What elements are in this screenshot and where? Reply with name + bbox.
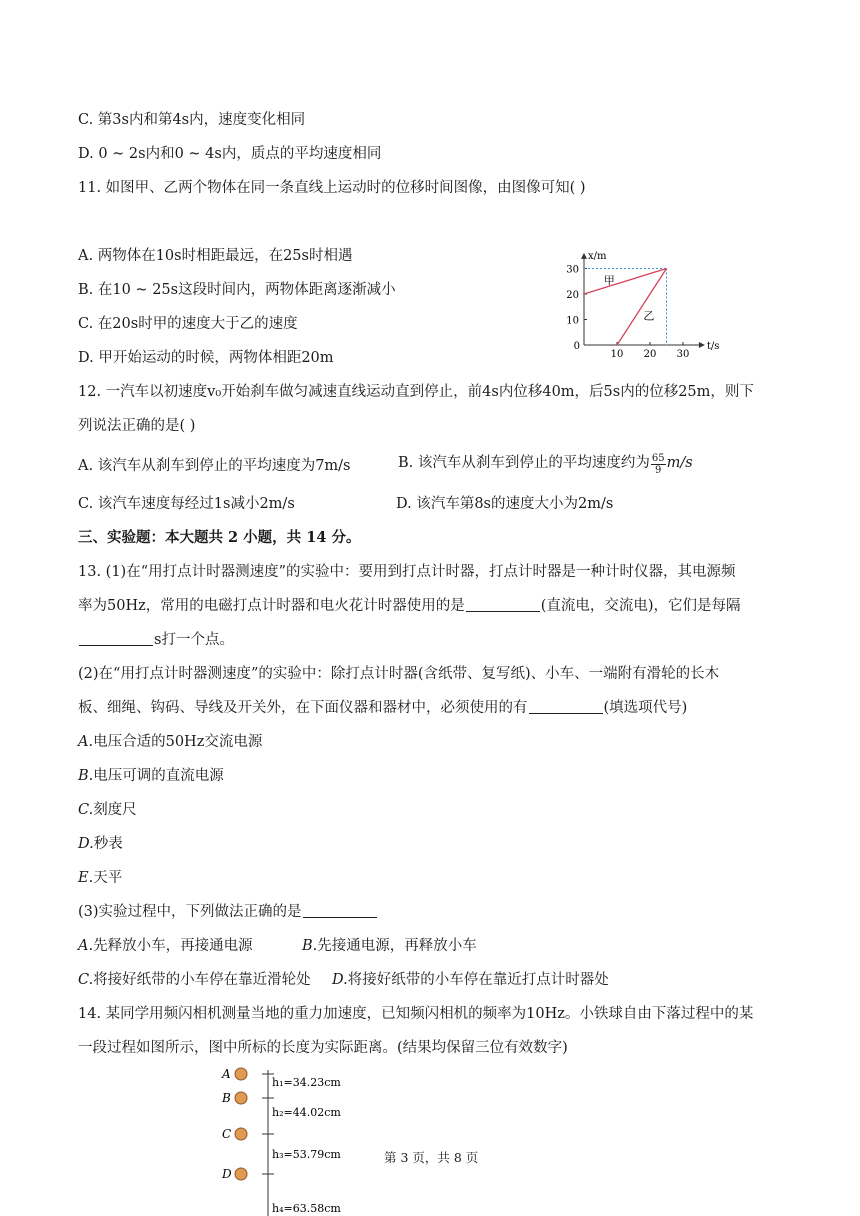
x-tick-label: 20 [643,349,657,360]
series-label-jia: 甲 [603,273,615,287]
x-axis-label: t/s [706,341,720,352]
question-13-part2-line2 [78,698,687,718]
strobe-ball-figure [216,1060,366,1216]
ball-label-b: B [222,1091,231,1105]
y-tick-label: 10 [566,315,579,327]
option-a-q12: A. 该汽车从刹车到停止的平均速度为7m/s [78,458,351,474]
question-13-part1-line3 [78,630,234,650]
question-14-line2: 一段过程如图所示，图中所标的长度为实际距离。(结果均保留三位有效数字) [78,1040,568,1056]
option-b-q11: B. 在10 ~ 25s这段时间内，两物体距离逐渐减小 [78,282,396,298]
procedure-option-d [332,970,609,990]
option-b-q12-unit: m/s [666,455,693,471]
question-11: 11. 如图甲、乙两个物体在同一条直线上运动时的位移时间图像，由图像可知( ) [78,180,586,196]
ball-label-a: A [222,1067,231,1081]
answer-blank-power-type[interactable] [466,597,540,612]
y-tick-label: 20 [566,290,579,301]
question-14-line1: 14. 某同学用频闪相机测量当地的重力加速度，已知频闪相机的频率为10Hz。小铁球自由下落过程中的某 [78,1006,754,1022]
q13-2-text-post: (填选项代号) [603,700,688,716]
option-c-q10: C. 第3s内和第4s内，速度变化相同 [78,112,306,128]
option-text: 天平 [93,870,123,886]
section-3-heading: 三、实验题：本大题共 2 小题，共 14 分。 [78,529,361,546]
q13-1-text-pre: 率为50Hz，常用的电磁打点计时器和电火花计时器使用的是 [78,598,465,614]
option-text: 刻度尺 [93,802,137,818]
option-text: 电压可调的直流电源 [93,768,224,784]
instrument-option-a [78,732,262,752]
option-b-q12 [398,453,693,476]
height-label-h2: h₂=44.02cm [272,1106,341,1119]
procedure-option-b [302,936,477,956]
option-a-q11: A. 两物体在10s时相距最远，在25s时相遇 [78,248,353,264]
option-d-q10: D. 0 ~ 2s内和0 ~ 4s内，质点的平均速度相同 [78,146,382,162]
ball-b [235,1092,247,1104]
question-13-part3 [78,902,378,922]
height-label-h3: h₃=53.79cm [272,1148,341,1161]
option-text: 先释放小车，再接通电源 [93,938,253,954]
option-letter: C. [78,972,94,988]
question-13-part2-line1: (2)在“用打点计时器测速度”的实验中：除打点计时器(含纸带、复写纸)、小车、一端附有滑轮的长木 [78,666,720,682]
y-axis-label: x/m [588,250,607,262]
ball-c [235,1128,247,1140]
page-footer: 第 3 页，共 8 页 [384,1150,479,1165]
question-13-part1-line2 [78,596,741,616]
instrument-option-c [78,800,137,820]
x-axis-arrow [699,342,705,348]
q13-2-text-pre: 板、细绳、钩码、导线及开关外，在下面仪器和器材中，必须使用的有 [78,700,528,716]
instrument-option-e [78,868,122,888]
answer-blank-procedure[interactable] [303,903,377,918]
fraction-numerator: 65 [651,453,665,464]
option-b-q12-text: B. 该汽车从刹车到停止的平均速度约为 [398,455,650,471]
ball-d [235,1168,247,1180]
series-line [617,269,667,346]
fraction-denominator: 9 [655,465,662,476]
instrument-option-b [78,766,224,786]
series-label-yi: 乙 [643,309,655,323]
option-text: 将接好纸带的小车停在靠近打点计时器处 [347,972,609,988]
option-d-q12: D. 该汽车第8s的速度大小为2m/s [396,496,614,512]
option-text: 将接好纸带的小车停在靠近滑轮处 [93,972,311,988]
ball-label-c: C [222,1127,232,1141]
option-letter: B. [302,938,318,954]
procedure-option-a [78,936,253,956]
option-text: 秒表 [93,836,123,852]
question-13-part1-line1: 13. (1)在“用打点计时器测速度”的实验中：要用到打点计时器，打点计时器是一种计时仪器，其电源频 [78,564,736,580]
position-time-chart [560,250,730,360]
option-letter: D. [78,836,94,852]
x-tick-label: 10 [610,349,624,360]
option-letter: E. [78,870,94,886]
instrument-option-d [78,834,123,854]
option-letter: A. [78,734,94,750]
x-tick-label: 30 [676,349,690,360]
option-c-q11: C. 在20s时甲的速度大于乙的速度 [78,316,298,332]
ball-label-d: D [222,1167,232,1181]
question-12-line2: 列说法正确的是( ) [78,418,196,434]
question-12-line1: 12. 一汽车以初速度v₀开始刹车做匀减速直线运动直到停止，前4s内位移40m，后5s内的位移25m，则下 [78,384,754,400]
option-text: 电压合适的50Hz交流电源 [93,734,263,750]
option-d-q11: D. 甲开始运动的时候，两物体相距20m [78,350,334,366]
option-letter: A. [78,938,94,954]
series-line [584,269,667,295]
ball-a [235,1068,247,1080]
option-letter: B. [78,768,94,784]
height-label-h1: h₁=34.23cm [272,1076,341,1089]
height-label-h4: h₄=63.58cm [272,1202,341,1215]
q13-3-text: (3)实验过程中，下列做法正确的是 [78,904,302,920]
q13-1-line3-text: s打一个点。 [154,632,234,648]
answer-blank-interval[interactable] [79,631,153,646]
y-tick-label: 30 [566,264,579,276]
option-letter: D. [332,972,348,988]
answer-blank-instruments[interactable] [529,699,603,714]
option-text: 先接通电源，再释放小车 [317,938,477,954]
q13-1-text-post: (直流电，交流电)，它们是每隔 [540,598,741,614]
option-c-q12: C. 该汽车速度每经过1s减小2m/s [78,496,295,512]
y-axis-arrow [581,253,587,259]
origin-label: 0 [573,341,580,352]
fraction [651,453,666,476]
option-letter: C. [78,802,94,818]
procedure-option-c [78,970,311,990]
